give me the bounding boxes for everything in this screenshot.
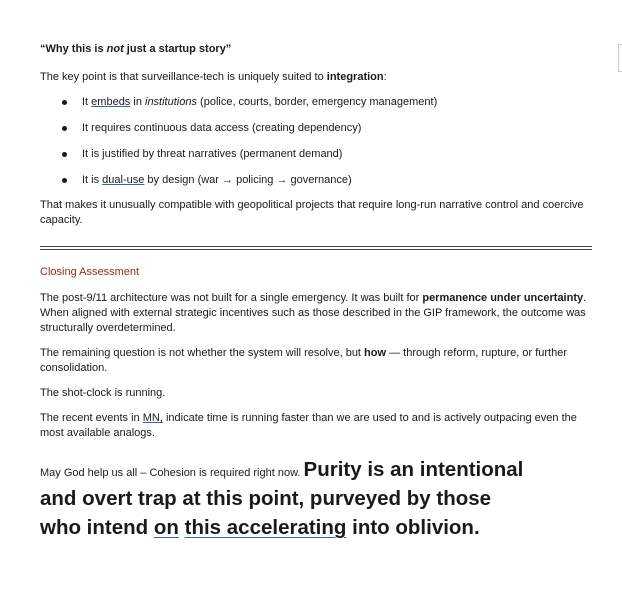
list-item (40, 95, 592, 110)
intro-paragraph (40, 70, 592, 85)
intro-bold: integration (326, 71, 384, 83)
final-line-2: and overt trap at this point, purveyed by those (40, 487, 492, 510)
paragraph-architecture (40, 291, 592, 336)
intro-colon: : (383, 71, 387, 83)
document-content (40, 42, 592, 542)
heading-pre: “Why this is (40, 43, 107, 55)
heading-post: just a startup story” (123, 43, 232, 55)
bullet-text: It is (82, 174, 103, 186)
underlined-word: on (153, 516, 179, 539)
list-item (40, 147, 592, 162)
list-item (40, 173, 592, 188)
bullet-text: It requires continuous data access (creating dependency) (82, 122, 362, 134)
paragraph-text: The remaining question is not whether the system will resolve, but (40, 347, 365, 359)
paragraph-text: . When aligned with external strategic incentives such as those described in the GIP framework, the outcome was structurally overdetermined. (40, 292, 587, 334)
bullet-text: (police, courts, border, emergency management) (196, 96, 438, 108)
underlined-phrase: this accelerating (184, 516, 347, 539)
bullet-icon (62, 126, 67, 131)
final-line-1 (40, 455, 592, 484)
paragraph-bold: how (364, 347, 387, 359)
underlined-word: dual-use (102, 174, 145, 186)
paragraph-recent-events (40, 411, 592, 441)
heading-emphasis: not (106, 43, 124, 55)
bullet-text: by design (war → policing → governance) (144, 174, 352, 186)
paragraph-shot-clock: The shot-clock is running. (40, 387, 166, 399)
paragraph-bold: permanence under uncertainty (422, 292, 584, 304)
closing-assessment-title: Closing Assessment (40, 266, 140, 278)
paragraph-text: The post-9/11 architecture was not built for a single emergency. It was built for (40, 292, 423, 304)
page-edge-mark (618, 44, 622, 72)
paragraph-text: indicate time is running faster than we are used to and is actively outpacing even the most available analogs. (40, 412, 577, 439)
final-big-text: into oblivion. (346, 516, 480, 539)
final-line-3 (40, 513, 592, 542)
bullet-icon (62, 100, 67, 105)
bullet-icon (62, 152, 67, 157)
paragraph-text: — through reform, rupture, or further consolidation. (40, 347, 568, 374)
bullet-emphasis: institutions (145, 96, 197, 108)
final-small-text: May God help us all – Cohesion is required right now. (40, 467, 304, 479)
bullet-icon (62, 178, 67, 183)
paragraph-text: The recent events in (40, 412, 143, 424)
underlined-word: MN, (142, 412, 163, 424)
final-big-text: who intend (40, 516, 154, 539)
list-item (40, 121, 592, 136)
paragraph-question (40, 346, 592, 376)
bullet-text: It is justified by threat narratives (permanent demand) (82, 148, 343, 160)
section-heading (40, 42, 592, 57)
final-big-text: Purity is an intentional (303, 458, 524, 481)
underlined-word: embeds (91, 96, 131, 108)
conclusion-paragraph: That makes it unusually compatible with geopolitical projects that require long-run narrative control and coercive capacity. (40, 199, 584, 226)
bullet-text: in (130, 96, 145, 108)
section-divider (40, 246, 592, 250)
bullet-text: It (82, 96, 92, 108)
final-statement (40, 455, 592, 542)
intro-text: The key point is that surveillance-tech is uniquely suited to (40, 71, 327, 83)
bullet-list (40, 95, 592, 188)
